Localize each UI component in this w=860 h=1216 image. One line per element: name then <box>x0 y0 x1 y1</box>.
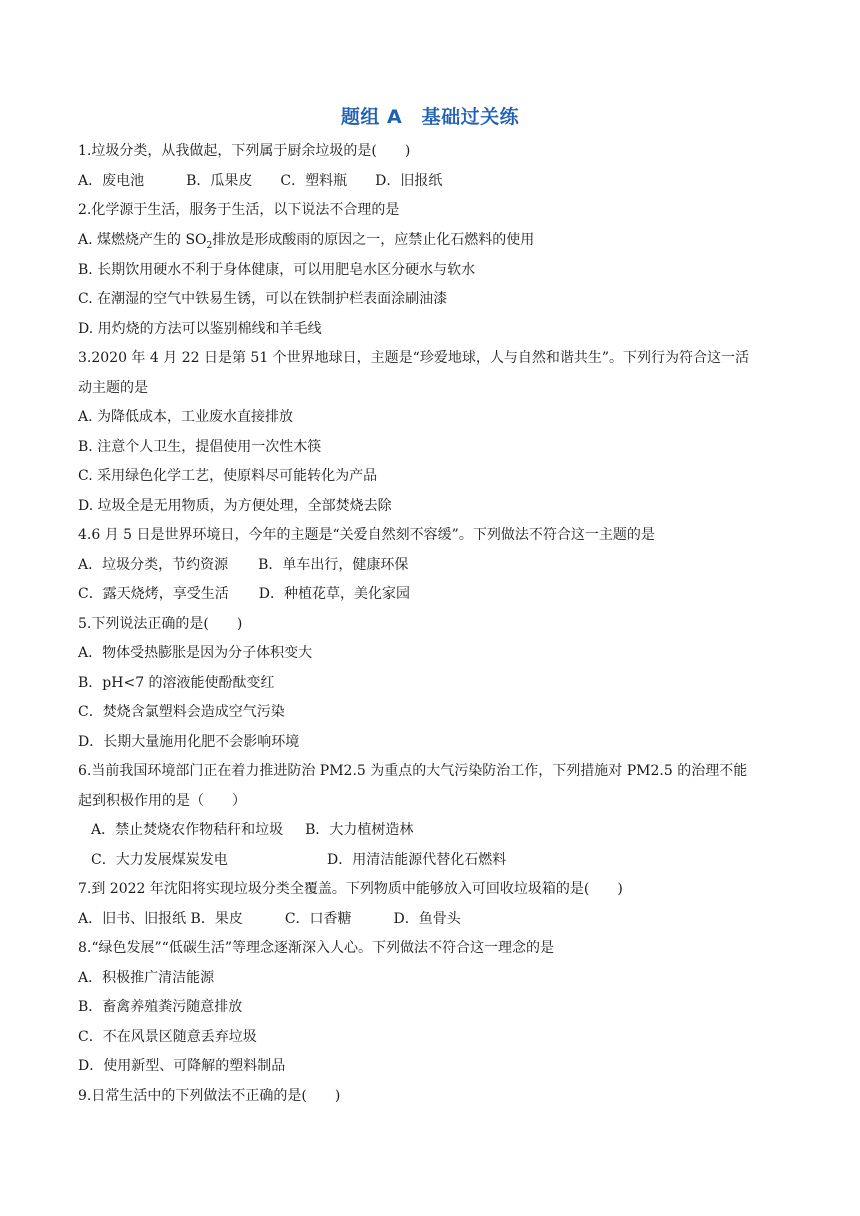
question-8-option-a: A．积极推广清洁能源 <box>78 970 215 986</box>
option-a-text-after-subscript: 排放是形成酸雨的原因之一，应禁止化石燃料的使用 <box>212 232 535 248</box>
question-8-stem: 8.“绿色发展”“低碳生活”等理念逐渐深入人心。下列做法不符合这一理念的是 <box>78 940 554 956</box>
option-c: C．露天烧烤，享受生活 <box>78 586 229 602</box>
question-2-option-d: D. 用灼烧的方法可以鉴别棉线和羊毛线 <box>78 321 322 337</box>
question-5-option-c: C．焚烧含氯塑料会造成空气污染 <box>78 704 285 720</box>
question-3-stem: 3.2020 年 4 月 22 日是第 51 个世界地球日，主题是“珍爱地球，人与自然和谐共生”。下列行为符合这一活 <box>78 350 749 366</box>
question-6-options-ab <box>91 820 413 840</box>
question-5-option-b: B．pH<7 的溶液能使酚酞变红 <box>78 675 275 691</box>
question-1-stem: 1.垃圾分类，从我做起，下列属于厨余垃圾的是( ) <box>78 143 411 159</box>
option-c: C．大力发展煤炭发电 <box>91 852 228 868</box>
question-2-stem: 2.化学源于生活，服务于生活，以下说法不合理的是 <box>78 202 400 218</box>
question-5-stem: 5.下列说法正确的是( ) <box>78 616 243 632</box>
so2-subscript: 2 <box>206 240 213 251</box>
option-a: A．禁止焚烧农作物秸秆和垃圾 <box>91 822 284 838</box>
option-d: D．种植花草，美化家园 <box>258 586 410 602</box>
question-2-option-c: C. 在潮湿的空气中铁易生锈，可以在铁制护栏表面涂刷油漆 <box>78 291 448 307</box>
option-b: B．大力植树造林 <box>305 822 414 838</box>
option-b: B．单车出行，健康环保 <box>258 557 409 573</box>
option-a: A．垃圾分类，节约资源 <box>78 557 229 573</box>
question-2-option-b: B. 长期饮用硬水不利于身体健康，可以用肥皂水区分硬水与软水 <box>78 262 476 278</box>
question-3-option-d: D. 垃圾全是无用物质，为方便处理，全部焚烧去除 <box>78 498 392 514</box>
question-8-option-b: B．畜禽养殖粪污随意排放 <box>78 999 243 1015</box>
option-a-text-before-subscript: A. 煤燃烧产生的 SO <box>78 232 207 248</box>
section-title: 题组 A 基础过关练 <box>340 106 520 128</box>
question-8-option-d: D．使用新型、可降解的塑料制品 <box>78 1058 286 1074</box>
option-d: D．用清洁能源代替化石燃料 <box>327 852 507 868</box>
question-5-option-a: A．物体受热膨胀是因为分子体积变大 <box>78 645 313 661</box>
question-1-options: A．废电池 B．瓜果皮 C．塑料瓶 D．旧报纸 <box>78 173 443 189</box>
question-3-stem-cont: 动主题的是 <box>78 380 148 396</box>
question-3-option-a: A. 为降低成本，工业废水直接排放 <box>78 409 294 425</box>
question-7-stem: 7.到 2022 年沈阳将实现垃圾分类全覆盖。下列物质中能够放入可回收垃圾箱的是( ) <box>78 881 623 897</box>
question-9-stem: 9.日常生活中的下列做法不正确的是( ) <box>78 1088 341 1104</box>
question-7-options: A．旧书、旧报纸 B．果皮 C．口香糖 D．鱼骨头 <box>78 911 461 927</box>
question-6-options-cd <box>91 850 506 870</box>
question-6-stem: 6.当前我国环境部门正在着力推进防治 PM2.5 为重点的大气污染防治工作，下列措施对 PM2.5 的治理不能 <box>78 763 748 779</box>
question-3-option-c: C. 采用绿色化学工艺，使原料尽可能转化为产品 <box>78 468 378 484</box>
question-4-options-ab <box>78 555 408 575</box>
question-4-options-cd <box>78 584 410 604</box>
question-4-stem: 4.6 月 5 日是世界环境日，今年的主题是“关爱自然刻不容缓”。下列做法不符合这一主题的是 <box>78 527 655 543</box>
question-3-option-b: B. 注意个人卫生，提倡使用一次性木筷 <box>78 439 322 455</box>
question-5-option-d: D．长期大量施用化肥不会影响环境 <box>78 734 300 750</box>
question-2-option-a <box>78 230 534 250</box>
question-6-stem-cont: 起到积极作用的是（ ） <box>78 793 246 809</box>
question-8-option-c: C．不在风景区随意丢弃垃圾 <box>78 1029 257 1045</box>
